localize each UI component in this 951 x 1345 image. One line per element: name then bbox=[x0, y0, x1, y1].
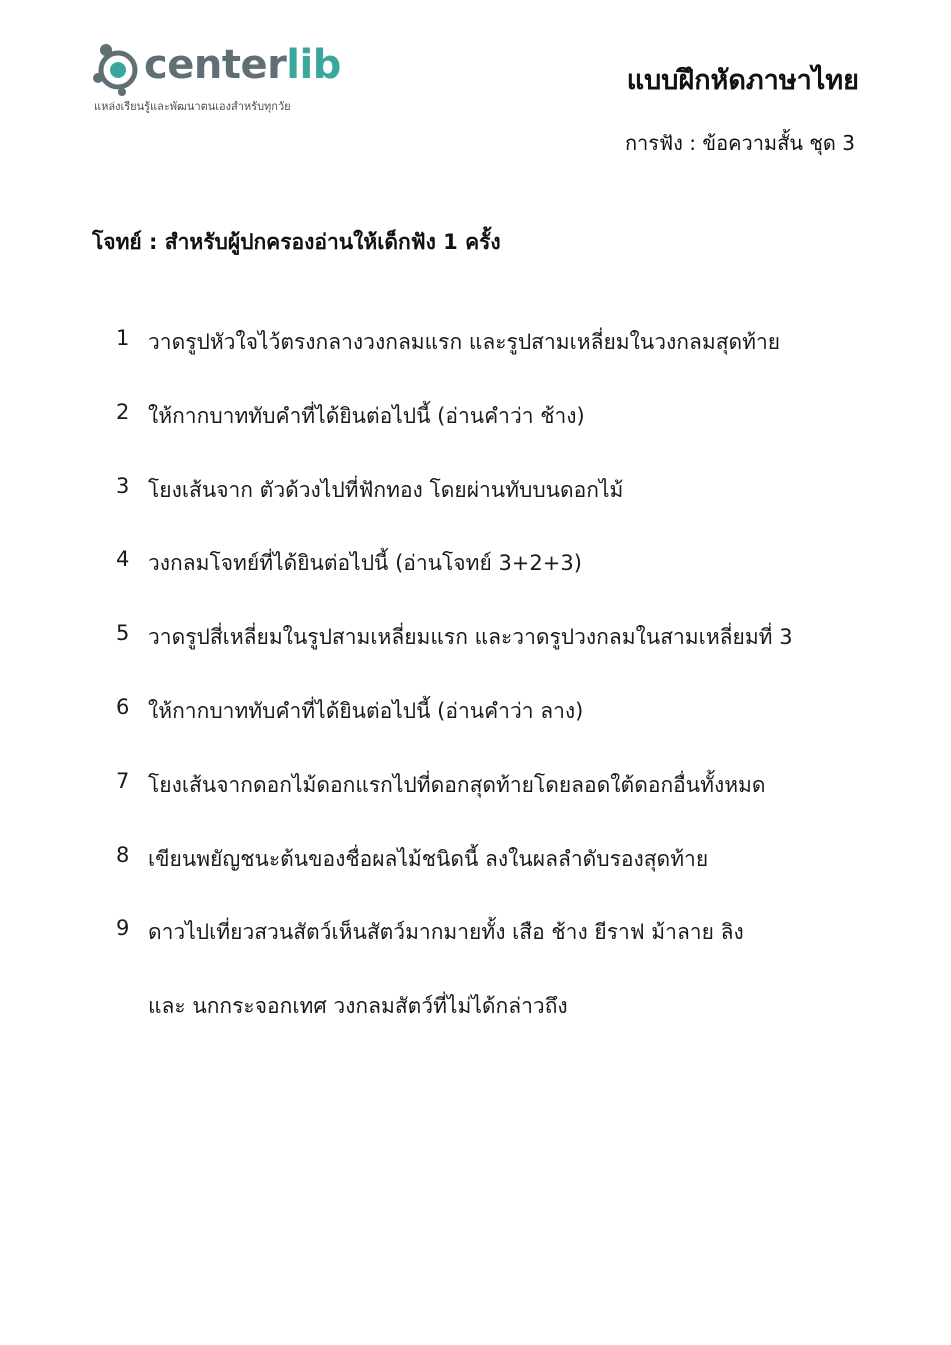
item-number: 2 bbox=[116, 399, 130, 424]
item-continuation: และ นกกระจอกเทศ วงกลมสัตว์ที่ไม่ได้กล่าวถึง bbox=[148, 994, 568, 1019]
item-number: 5 bbox=[116, 621, 130, 646]
item-number: 8 bbox=[116, 842, 130, 867]
item-text: ให้กากบาททับคำที่ได้ยินต่อไปนี้ (อ่านคำว่า ช้าง) bbox=[148, 403, 585, 428]
list-item bbox=[116, 621, 876, 695]
list-item bbox=[116, 474, 876, 548]
item-number: 3 bbox=[116, 473, 130, 498]
item-number: 1 bbox=[116, 326, 130, 350]
item-number: 4 bbox=[116, 547, 130, 572]
logo-wordmark: centerlib bbox=[144, 42, 341, 88]
exercise-list bbox=[116, 326, 876, 1050]
item-number: 6 bbox=[116, 694, 130, 719]
item-text: วาดรูปหัวใจไว้ตรงกลางวงกลมแรก และรูปสามเหลี่ยมในวงกลมสุดท้าย bbox=[148, 330, 781, 354]
instruction-heading: โจทย์ : สำหรับผู้ปกครองอ่านให้เด็กฟัง 1 ครั้ง bbox=[92, 230, 501, 254]
logo-tagline: แหล่งเรียนรู้และพัฒนาตนเองสำหรับทุกวัย bbox=[94, 100, 291, 113]
item-text: วงกลมโจทย์ที่ได้ยินต่อไปนี้ (อ่านโจทย์ 3+2+3) bbox=[148, 551, 582, 576]
list-item bbox=[116, 326, 876, 400]
item-number: 9 bbox=[116, 916, 130, 941]
list-item bbox=[116, 843, 876, 917]
item-text: ดาวไปเที่ยวสวนสัตว์เห็นสัตว์มากมายทั้ง เสือ ช้าง ยีราฟ ม้าลาย ลิง bbox=[148, 920, 744, 945]
page-subtitle: การฟัง : ข้อความสั้น ชุด 3 bbox=[624, 131, 855, 155]
list-item bbox=[116, 400, 876, 474]
list-item bbox=[116, 916, 876, 990]
item-text: วาดรูปสี่เหลี่ยมในรูปสามเหลี่ยมแรก และวาดรูปวงกลมในสามเหลี่ยมที่ 3 bbox=[148, 625, 793, 650]
item-text: โยงเส้นจาก ตัวด้วงไปที่ฟักทอง โดยผ่านทับบนดอกไม้ bbox=[148, 477, 624, 502]
item-number: 7 bbox=[116, 768, 130, 793]
list-item bbox=[116, 695, 876, 769]
list-item bbox=[116, 769, 876, 843]
item-text: โยงเส้นจากดอกไม้ดอกแรกไปที่ดอกสุดท้ายโดยลอดใต้ดอกอื่นทั้งหมด bbox=[148, 772, 766, 797]
logo-mark-icon bbox=[92, 40, 144, 96]
item-text: ให้กากบาททับคำที่ได้ยินต่อไปนี้ (อ่านคำว่า ลาง) bbox=[148, 698, 584, 723]
item-text: เขียนพยัญชนะต้นของชื่อผลไม้ชนิดนี้ ลงในผลลำดับรองสุดท้าย bbox=[148, 846, 709, 871]
list-item bbox=[116, 547, 876, 621]
centerlib-logo bbox=[92, 40, 342, 120]
page-title: แบบฝึกหัดภาษาไทย bbox=[626, 65, 859, 96]
